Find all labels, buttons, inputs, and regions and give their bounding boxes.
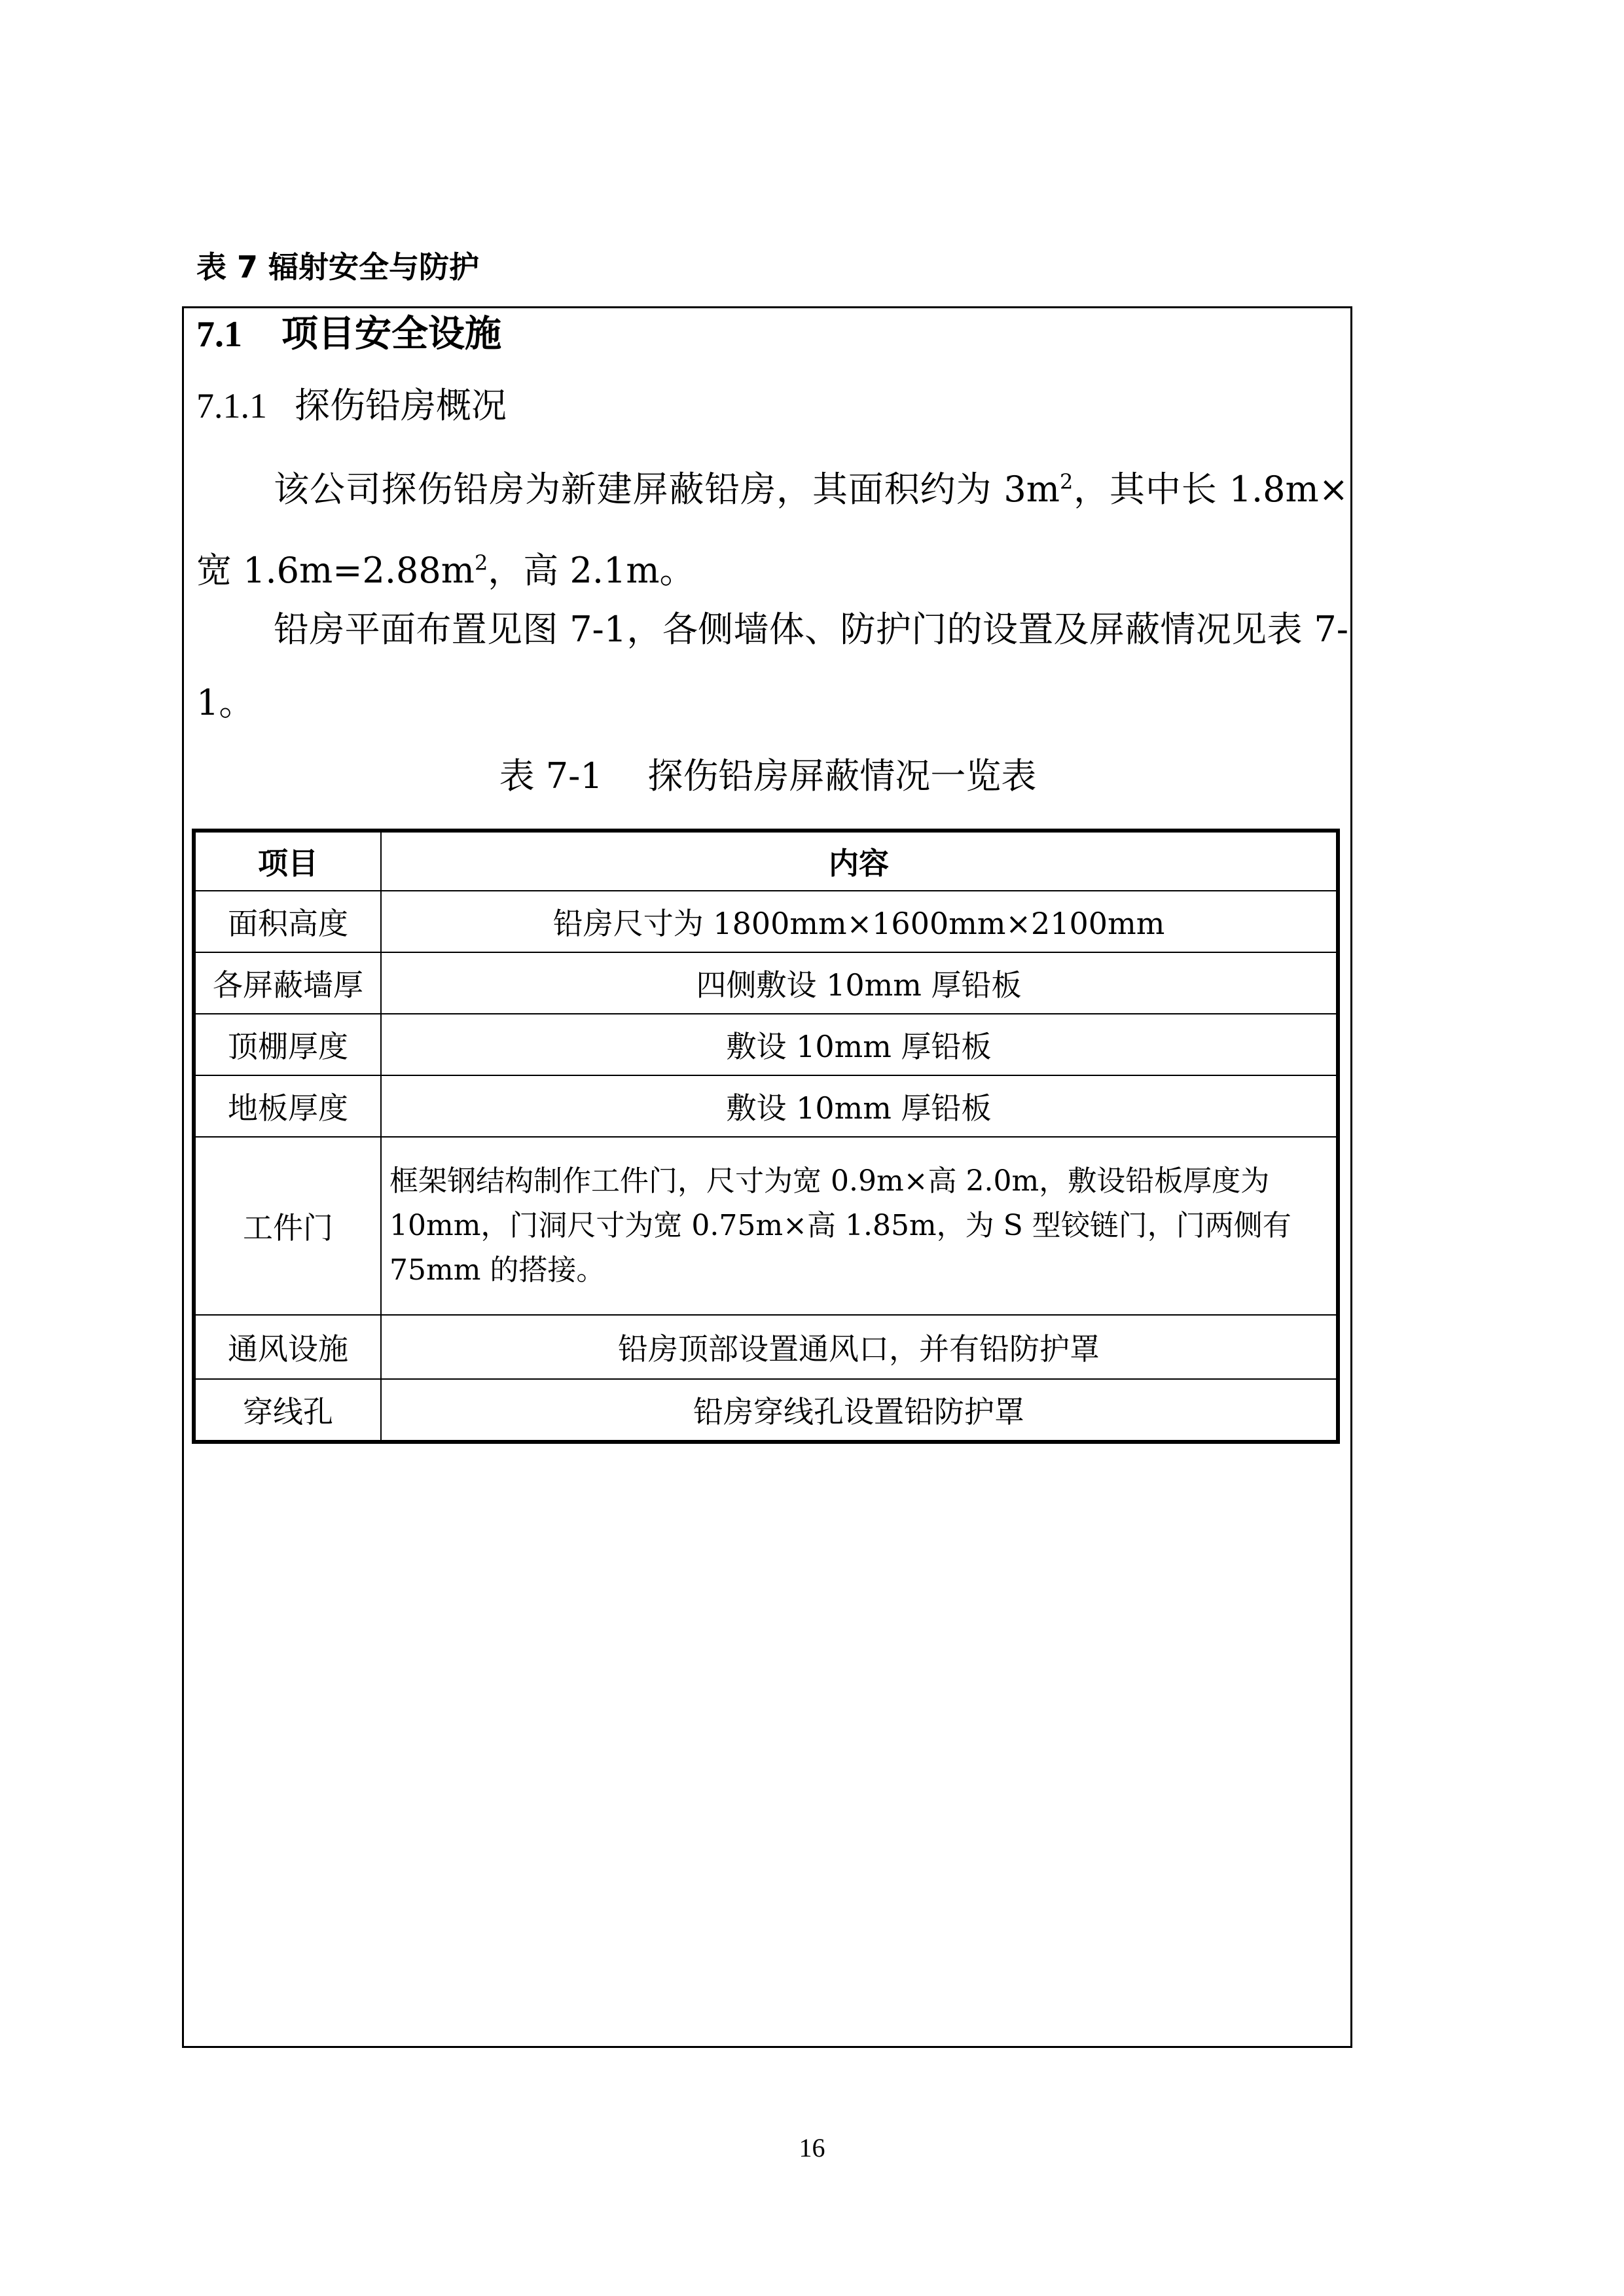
superscript: 2: [474, 550, 488, 575]
table-row: [194, 1014, 1338, 1075]
table-row: [194, 952, 1338, 1014]
superscript: 2: [1059, 469, 1074, 494]
table-cell-item: 地板厚度: [194, 1075, 381, 1137]
shielding-table: [192, 829, 1340, 1444]
paragraph-text: ，其中长 1.8m×宽 1.6m=2.88m: [196, 469, 1348, 591]
paragraph-room-overview: [196, 445, 1348, 607]
table-cell-content: 铅房穿线孔设置铅防护罩: [381, 1379, 1338, 1442]
subsection-title: 探伤铅房概况: [295, 385, 507, 426]
table-cell-content: 框架钢结构制作工件门，尺寸为宽 0.9m×高 2.0m，敷设铅板厚度为 10mm，门洞尺寸为宽 0.75m×高 1.85m，为 S 型铰链门，门两侧有 75mm 的搭接。: [381, 1137, 1338, 1315]
table-cell-item: 面积高度: [194, 891, 381, 952]
section-number: 7.1: [196, 314, 242, 355]
paragraph-layout-reference: 铅房平面布置见图 7-1，各侧墙体、防护门的设置及屏蔽情况见表 7-1。: [196, 609, 1348, 723]
subsection-heading: [196, 383, 507, 429]
table-caption-title: 探伤铅房屏蔽情况一览表: [647, 755, 1037, 797]
table-cell-item: 顶棚厚度: [194, 1014, 381, 1075]
section-title: 项目安全设施: [281, 312, 501, 355]
table-header-row: [194, 831, 1338, 891]
table-row: [194, 891, 1338, 952]
table-cell-item: 工件门: [194, 1137, 381, 1315]
paragraph-text: ，高 2.1m。: [488, 550, 695, 591]
table-caption-number: 表 7-1: [499, 755, 603, 797]
table-cell-content: 敷设 10mm 厚铅板: [381, 1014, 1338, 1075]
table-cell-item: 通风设施: [194, 1315, 381, 1379]
subsection-number: 7.1.1: [196, 386, 267, 425]
page-number: 16: [799, 2133, 825, 2162]
table-header-item: 项目: [194, 831, 381, 891]
page-header-title: 表 7 辐射安全与防护: [196, 249, 480, 285]
table-cell-content: 铅房顶部设置通风口，并有铅防护罩: [381, 1315, 1338, 1379]
table-cell-item: 各屏蔽墙厚: [194, 952, 381, 1014]
table-row: [194, 1075, 1338, 1137]
table-row: [194, 1137, 1338, 1315]
table-row: [194, 1379, 1338, 1442]
table-caption: [183, 751, 1352, 801]
table-cell-content: 敷设 10mm 厚铅板: [381, 1075, 1338, 1137]
table-header-content: 内容: [381, 831, 1338, 891]
table-cell-content: 铅房尺寸为 1800mm×1600mm×2100mm: [381, 891, 1338, 952]
table-cell-content: 四侧敷设 10mm 厚铅板: [381, 952, 1338, 1014]
table-row: [194, 1315, 1338, 1379]
table-cell-item: 穿线孔: [194, 1379, 381, 1442]
paragraph-text: 该公司探伤铅房为新建屏蔽铅房，其面积约为 3m: [274, 469, 1060, 510]
section-heading: [196, 308, 501, 361]
